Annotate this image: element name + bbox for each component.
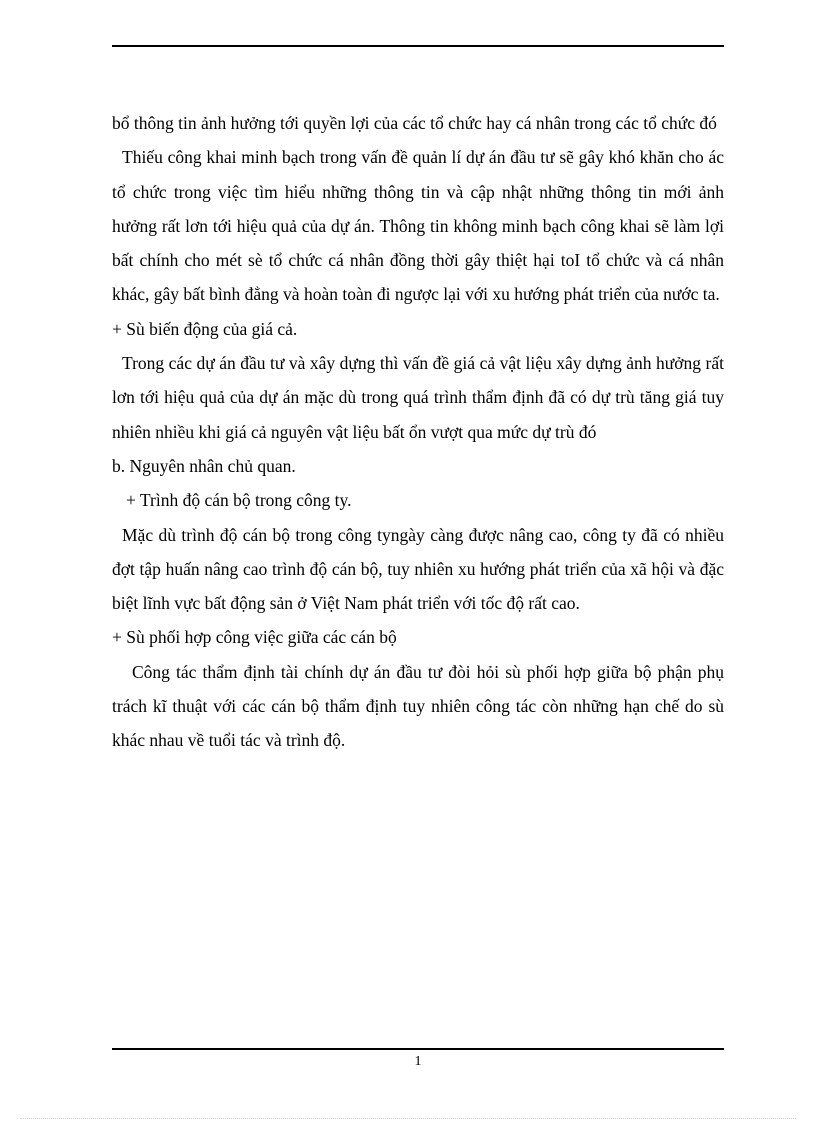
- heading-subjective-causes: b. Nguyên nhân chủ quan.: [112, 455, 296, 476]
- heading-coordination: + Sù phối hợp công việc giữa các cán bộ: [112, 627, 397, 648]
- footer-rule: [112, 1048, 724, 1050]
- paragraph-continuation: bổ thông tin ảnh hưởng tới quyền lợi của các tổ chức hay cá nhân trong các tổ chức đó: [112, 113, 717, 133]
- page-number: 1: [414, 1054, 422, 1069]
- heading-staff-level: + Trình độ cán bộ trong công ty.: [126, 490, 352, 511]
- paragraph-coordination: Công tác thẩm định tài chính dự án đầu tư đòi hỏi sù phối hợp giữa bộ phận phụ trách kĩ thuật với các cán bộ thẩm định tuy nhiên công tác còn những hạn chế do sù khác nhau về tuổi tác và trình độ.: [112, 661, 724, 751]
- paragraph-price: Trong các dự án đầu tư và xây dựng thì vấn đề giá cả vật liệu xây dựng ảnh hưởng rất lơn tới hiệu quả của dự án mặc dù trong quá trình thẩm định đã có dự trù tăng giá tuy nhiên nhiều khi giá cả nguyên vật liệu bất ổn vượt qua mức dự trù đó: [112, 353, 724, 442]
- paragraph-transparency: Thiếu công khai minh bạch trong vấn đề quản lí dự án đầu tư sẽ gây khó khăn cho ác tổ chức trong việc tìm hiểu những thông tin và cập nhật những thông tin mới ảnh hưởng rất lơn tới hiệu quả của dự án. Thông tin không minh bạch công khai sẽ làm lợi bất chính cho mét sè tổ chức cá nhân đồng thời gây thiệt hại toI tổ chức và cá nhân khác, gây bất bình đẳng và hoàn toàn đi ngược lại với xu hướng phát triển của nước ta.: [112, 147, 724, 305]
- header-rule: [112, 45, 724, 47]
- paragraph-staff-level: Mặc dù trình độ cán bộ trong công tyngày càng được nâng cao, công ty đã có nhiều đợt tập huấn nâng cao trình độ cán bộ, tuy nhiên xu hướng phát triển của xã hội và đặc biệt lĩnh vực bất động sản ở Việt Nam phát triển với tốc độ rất cao.: [112, 524, 724, 614]
- document-body: [112, 106, 724, 758]
- page-edge-divider: [20, 1118, 796, 1119]
- heading-price-fluctuation: + Sù biến động của giá cả.: [112, 318, 298, 339]
